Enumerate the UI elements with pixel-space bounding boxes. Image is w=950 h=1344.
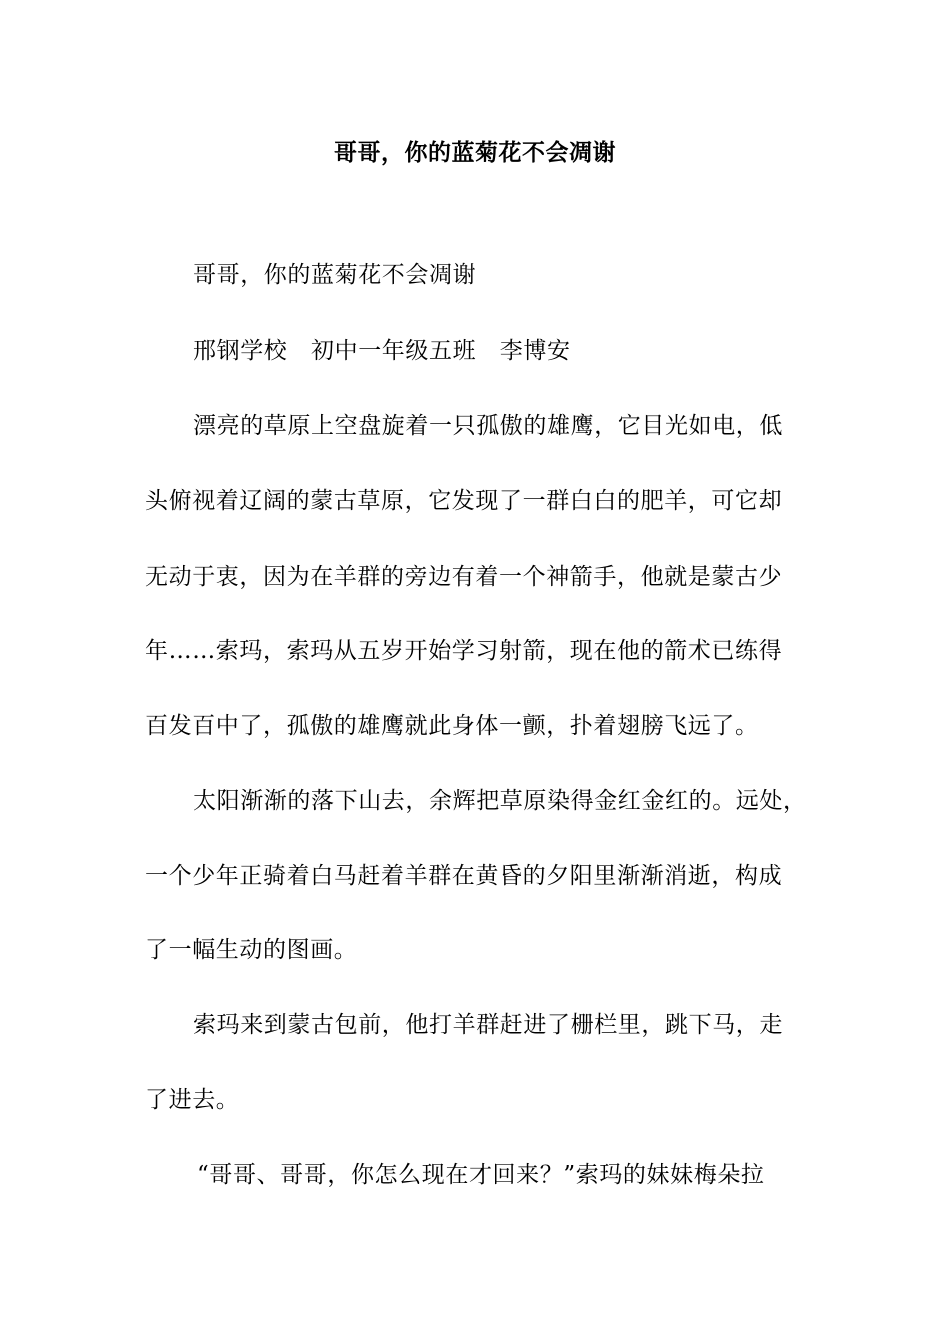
paragraph-line: 头俯视着辽阔的蒙古草原，它发现了一群白白的肥羊，可它却	[145, 488, 783, 514]
paragraph-line: 了进去。	[145, 1087, 240, 1113]
paragraph-line: 漂亮的草原上空盘旋着一只孤傲的雄鹰，它目光如电，低	[193, 413, 783, 439]
paragraph-line: “哥哥、哥哥，你怎么现在才回来？”索玛的妹妹梅朵拉	[197, 1162, 765, 1188]
author-line: 邢钢学校 初中一年级五班 李博安	[193, 338, 571, 364]
article-title-line: 哥哥，你的蓝菊花不会凋谢	[193, 262, 477, 288]
paragraph-line: 无动于衷，因为在羊群的旁边有着一个神箭手，他就是蒙古少	[145, 564, 783, 590]
paragraph-line: 百发百中了，孤傲的雄鹰就此身体一颤，扑着翅膀飞远了。	[145, 713, 759, 739]
paragraph-line: 太阳渐渐的落下山去，余辉把草原染得金红金红的。远处，	[193, 788, 807, 814]
paragraph-line: 一个少年正骑着白马赶着羊群在黄昏的夕阳里渐渐消逝，构成	[145, 863, 783, 889]
paragraph-line: 了一幅生动的图画。	[145, 937, 358, 963]
document-title: 哥哥，你的蓝菊花不会凋谢	[334, 139, 616, 166]
paragraph-line: 年……索玛，索玛从五岁开始学习射箭，现在他的箭术已练得	[145, 638, 783, 664]
paragraph-line: 索玛来到蒙古包前，他打羊群赶进了栅栏里，跳下马，走	[193, 1012, 783, 1038]
